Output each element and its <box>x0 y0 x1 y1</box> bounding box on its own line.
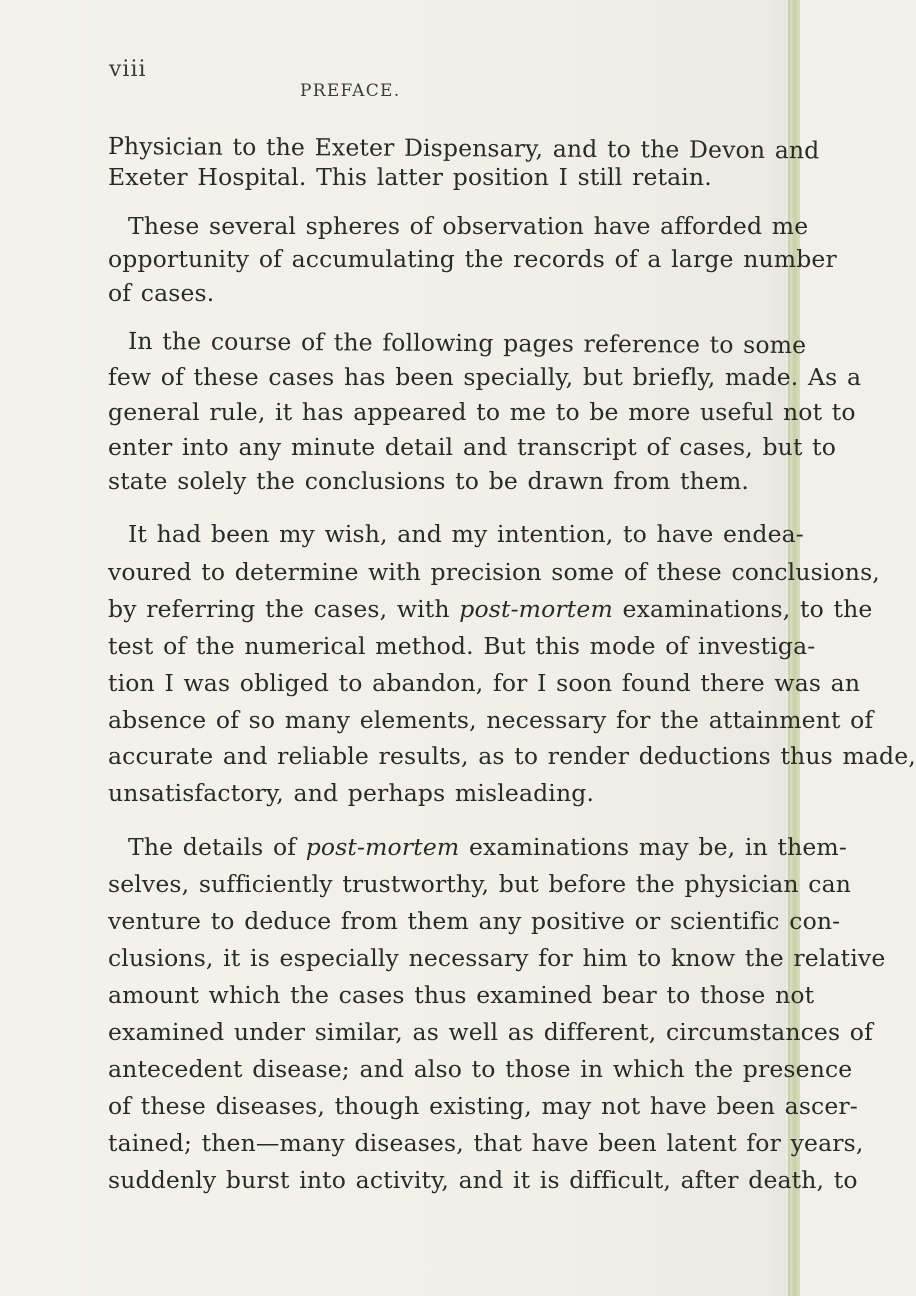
text-segment: examinations may be, in them- <box>468 833 847 861</box>
text-line: enter into any minute detail and transcript of cases, but to <box>108 433 837 461</box>
text-line: state solely the conclusions to be drawn from them. <box>108 467 750 495</box>
text-line: venture to deduce from them any positive or scientific con- <box>108 907 841 935</box>
text-line: accurate and reliable results, as to render deductions thus made, <box>108 742 916 770</box>
running-title: PREFACE. <box>300 81 401 101</box>
text-line: tion I was obliged to abandon, for I soon found there was an <box>108 669 861 697</box>
text-segment: The details of <box>128 833 297 861</box>
text-line: It had been my wish, and my intention, to have endea- <box>128 520 804 548</box>
text-line: general rule, it has appeared to me to be more useful not to <box>108 398 856 426</box>
italic-term: post-mortem <box>459 595 613 623</box>
page-number: viii <box>109 57 147 82</box>
text-line: opportunity of accumulating the records of a large number <box>108 245 837 273</box>
text-line: selves, sufficiently trustworthy, but before the physician can <box>108 870 852 898</box>
text-line: antecedent disease; and also to those in which the presence <box>108 1055 853 1083</box>
text-line: absence of so many elements, necessary for the attainment of <box>108 706 874 734</box>
text-line: tained; then—many diseases, that have been latent for years, <box>108 1129 864 1157</box>
text-line: Physician to the Exeter Dispensary, and to the Devon and <box>107 132 820 165</box>
text-line: These several spheres of observation have afforded me <box>128 212 809 240</box>
text-line: suddenly burst into activity, and it is difficult, after death, to <box>108 1166 858 1194</box>
text-segment: examinations, to the <box>622 595 873 623</box>
text-line: of cases. <box>108 279 215 307</box>
text-line: In the course of the following pages reference to some <box>127 327 807 360</box>
text-line: examined under similar, as well as different, circumstances of <box>108 1018 873 1046</box>
text-line: Exeter Hospital. This latter position I still retain. <box>108 163 712 191</box>
text-line <box>128 832 847 862</box>
text-line: clusions, it is especially necessary for him to know the relative <box>108 944 886 972</box>
text-line: amount which the cases thus examined bear to those not <box>108 981 815 1009</box>
text-segment: by referring the cases, with <box>108 595 450 623</box>
italic-term: post-mortem <box>305 833 460 861</box>
text-line: voured to determine with precision some of these conclusions, <box>108 558 880 586</box>
text-line: few of these cases has been specially, but briefly, made. As a <box>108 363 862 391</box>
text-line: test of the numerical method. But this mode of investiga- <box>108 632 816 660</box>
text-line: of these diseases, though existing, may not have been ascer- <box>108 1092 858 1120</box>
text-line: unsatisfactory, and perhaps misleading. <box>108 779 595 807</box>
text-line <box>108 594 872 624</box>
